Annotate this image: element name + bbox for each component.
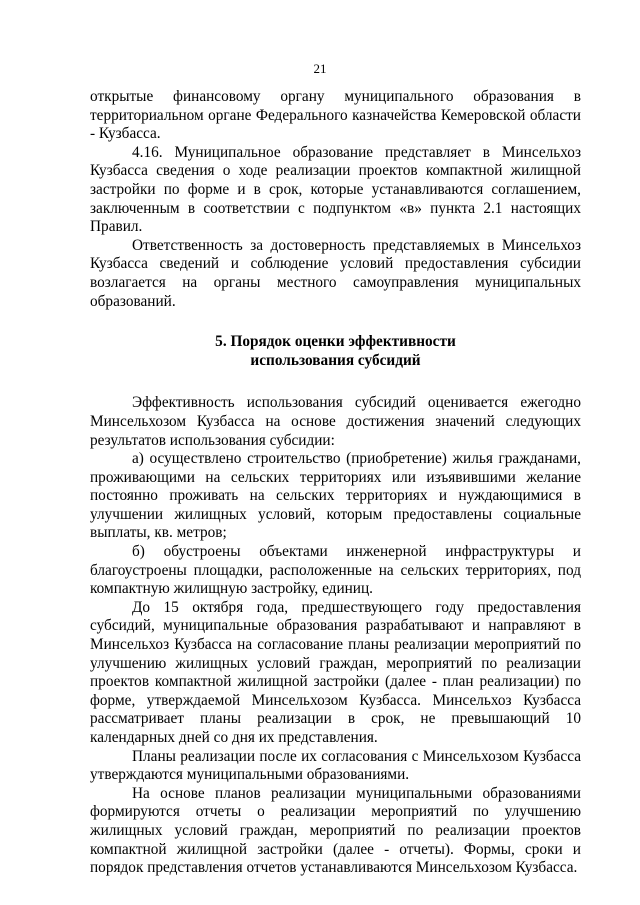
paragraph-efficiency: Эффективность использования субсидий оценивается ежегодно Минсельхозом Кузбасса на основе достижения значений следующих результатов использования субсидии:	[90, 394, 581, 449]
document-body	[90, 88, 581, 878]
paragraph-4-16: 4.16. Муниципальное образование представляет в Минсельхоз Кузбасса сведения о ходе реализации проектов компактной жилищной застройки по форме и в срок, которые устанавливаются соглашением, заключенным в соответствии с подпунктом «в» пункта 2.1 настоящих Правил.	[90, 143, 581, 236]
section-heading	[90, 333, 581, 370]
paragraph-item-a: а) осуществлено строительство (приобретение) жилья гражданами, проживающими на сельских территориях или изъявившими желание постоянно проживать на сельских территориях и нуждающимися в улучшении жилищных условий, которым предоставлены социальные выплаты, кв. метров;	[90, 450, 581, 542]
paragraph-reports: На основе планов реализации муниципальными образованиями формируются отчеты о реализации мероприятий по улучшению жилищных условий граждан, мероприятий по реализации проектов компактной жилищной застройки (далее - отчеты). Формы, сроки и порядок представления отчетов устанавливаются Минсельхозом Кузбасса.	[90, 784, 581, 877]
paragraph-continuation: открытые финансовому органу муниципального образования в территориальном органе Федерального казначейства Кемеровской области - Кузбасса.	[90, 88, 581, 143]
section-heading-line2: использования субсидий	[250, 351, 421, 369]
paragraph-responsibility: Ответственность за достоверность представляемых в Минсельхоз Кузбасса сведений и соблюдение условий предоставления субсидии возлагается на органы местного самоуправления муниципальных образований.	[90, 236, 581, 310]
paragraph-item-b: б) обустроены объектами инженерной инфраструктуры и благоустроены площадки, расположенные на сельских территориях, под компактную жилищную застройку, единиц.	[90, 543, 581, 598]
paragraph-plans-approval: Планы реализации после их согласования с Минсельхозом Кузбасса утверждаются муниципальными образованиями.	[90, 747, 581, 784]
page-number: 21	[313, 61, 327, 76]
section-heading-line1: 5. Порядок оценки эффективности	[215, 333, 456, 351]
paragraph-deadline: До 15 октября года, предшествующего году предоставления субсидий, муниципальные образования разрабатывают и направляют в Минсельхоз Кузбасса на согласование планы реализации мероприятий по улучшению жилищных условий граждан, мероприятий по реализации проектов компактной жилищной застройки (далее - план реализации) по форме, утверждаемой Минсельхозом Кузбасса. Минсельхоз Кузбасса рассматривает планы реализации в срок, не превышающий 10 календарных дней со дня их представления.	[90, 598, 581, 746]
